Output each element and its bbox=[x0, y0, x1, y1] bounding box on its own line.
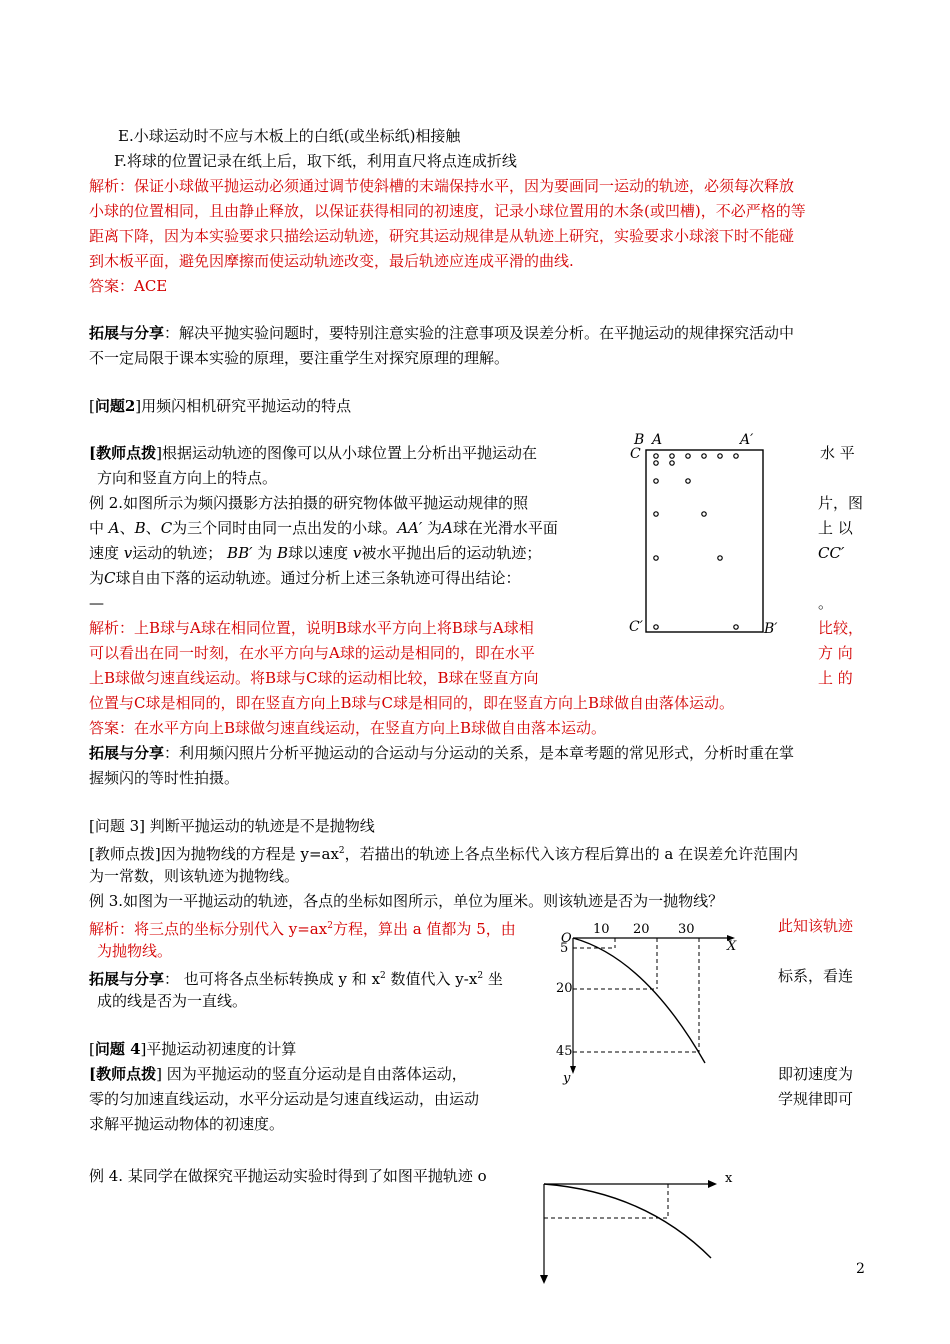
x-tick-20: 20 bbox=[633, 922, 650, 937]
ball-a bbox=[670, 454, 674, 458]
extension-label: 拓展与分享 bbox=[89, 970, 165, 988]
x-tick-10: 10 bbox=[593, 922, 610, 937]
teacher-tip-4-line-1: [教师点拨] 因为平抛运动的竖直分运动是自由落体运动， bbox=[89, 1065, 467, 1083]
example-4: 例 4. 某同学在做探究平抛运动实验时得到了如图平抛轨迹 o bbox=[89, 1167, 487, 1185]
solution-2-line-4: 位置与C球是相同的，即在竖直方向上B球与C球是相同的，即在竖直方向上B球做自由落体运动。 bbox=[89, 694, 735, 712]
teacher-tip-2-line-2: 方向和竖直方向上的特点。 bbox=[97, 469, 278, 487]
ball-b bbox=[686, 479, 690, 483]
solution-3-line-2: 为抛物线。 bbox=[97, 942, 173, 960]
solution-1-line-3: 距离下降，因为本实验要求只描绘运动轨迹，研究其运动规律是从轨迹上研究，实验要求小球滚下时不能碰 bbox=[89, 227, 795, 245]
ball-c bbox=[654, 512, 658, 516]
teacher-tip-4-line-2: 零的匀加速直线运动，水平分运动是匀速直线运动，由运动 bbox=[89, 1090, 480, 1108]
ball-c bbox=[654, 625, 658, 629]
extension-label: 拓展与分享 bbox=[89, 324, 165, 342]
extension-label: 拓展与分享 bbox=[89, 744, 165, 762]
solution-2-line-3: 上B球做匀速直线运动。将B球与C球的运动相比较，B球在竖直方向 bbox=[89, 669, 539, 687]
teacher-tip-4-right-2: 学规律即可 bbox=[778, 1090, 854, 1108]
ball-a bbox=[654, 454, 658, 458]
trajectory-curve bbox=[544, 1184, 711, 1258]
y-tick-20: 20 bbox=[556, 981, 573, 996]
extension-1-line-1 bbox=[89, 322, 794, 344]
example-2-right-5: 。 bbox=[818, 594, 834, 612]
answer-1: 答案：ACE bbox=[89, 277, 168, 295]
ball-a bbox=[686, 454, 690, 458]
extension-2-line-2: 握频闪的等时性拍摄。 bbox=[89, 769, 240, 787]
label-a: A bbox=[652, 432, 663, 448]
label-c: C bbox=[630, 446, 641, 462]
teacher-tip-4-line-3: 求解平抛运动物体的初速度。 bbox=[89, 1115, 285, 1133]
extension-3-right: 标系，看连 bbox=[778, 967, 854, 985]
ball-marks bbox=[654, 454, 738, 629]
question-4-heading: [问题 4]平抛运动初速度的计算 bbox=[89, 1040, 297, 1058]
label-c-prime: C′ bbox=[629, 619, 643, 635]
teacher-tip-3-line-1: [教师点拨]因为抛物线的方程是 $y=ax^2$，若描出的轨迹上各点坐标代入该方程后算出的 a 在误差允许范围内 bbox=[89, 845, 799, 863]
ball-c bbox=[654, 479, 658, 483]
ball-a bbox=[718, 454, 722, 458]
teacher-tip-label: [教师点拨 bbox=[89, 1065, 157, 1083]
question-label: 问题2 bbox=[94, 397, 136, 415]
option-f: F.将球的位置记录在纸上后，取下纸，利用直尺将点连成折线 bbox=[114, 152, 517, 170]
x-axis-label: X bbox=[727, 939, 737, 954]
ball-c bbox=[654, 556, 658, 560]
example-2-line-1: 例 2.如图所示为频闪摄影方法拍摄的研究物体做平抛运动规律的照 bbox=[89, 494, 529, 512]
extension-3-line-1: 拓展与分享： 也可将各点坐标转换成 y 和 $x^2$ 数值代入 $y-x^2$ 坐 bbox=[89, 970, 503, 988]
trajectory-figure-3 bbox=[555, 918, 765, 1088]
y-axis-label: y bbox=[563, 1071, 571, 1086]
origin-label: O bbox=[561, 931, 572, 946]
y-axis-arrow bbox=[540, 1275, 548, 1284]
option-e: E.小球运动时不应与木板上的白纸(或坐标纸)相接触 bbox=[118, 127, 461, 145]
example-2-line-2: 中 A、B、C为三个同时由同一点出发的小球。AA′ 为A球在光滑水平面 bbox=[89, 519, 558, 537]
label-a-prime: A′ bbox=[740, 432, 754, 448]
x-axis-label: x bbox=[725, 1171, 733, 1186]
x-axis-arrow bbox=[708, 1180, 717, 1188]
example-2-right-2: 上 以 bbox=[818, 519, 853, 537]
strobe-figure bbox=[625, 428, 778, 638]
y-axis-arrow bbox=[570, 1066, 576, 1074]
solution-1-line-4: 到木板平面，避免因摩擦而使运动轨迹改变，最后轨迹应连成平滑的曲线. bbox=[89, 252, 574, 270]
guide-lines bbox=[573, 938, 699, 1052]
y-tick-5: 5 bbox=[560, 941, 569, 956]
example-3: 例 3.如图为一平抛运动的轨迹，各点的坐标如图所示，单位为厘米。则该轨迹是否为一抛物线？ bbox=[89, 892, 724, 910]
example-2-line-3: 速度 v运动的轨迹； BB′ 为 B球以速度 v被水平抛出后的运动轨迹； bbox=[89, 544, 542, 562]
extension-3-line-2: 成的线是否为一直线。 bbox=[97, 992, 248, 1010]
teacher-tip-4-right-1: 即初速度为 bbox=[778, 1065, 854, 1083]
label-b-prime: B′ bbox=[764, 621, 778, 637]
solution-1-line-1: 解析：保证小球做平抛运动必须通过调节使斜槽的末端保持水平，因为要画同一运动的轨迹，必须每次释放 bbox=[89, 177, 795, 195]
example-2-right-1: 片，图 bbox=[818, 494, 864, 512]
answer-2: 答案：在水平方向上B球做匀速直线运动，在竖直方向上B球做自由落本运动。 bbox=[89, 719, 607, 737]
ball-b bbox=[718, 556, 722, 560]
ball-b bbox=[702, 512, 706, 516]
x-tick-30: 30 bbox=[678, 922, 695, 937]
ball-a bbox=[734, 454, 738, 458]
solution-2-right-3: 上 的 bbox=[818, 669, 853, 687]
trajectory-curve bbox=[573, 938, 705, 1063]
solution-2-right-2: 方 向 bbox=[818, 644, 853, 662]
y-tick-45: 45 bbox=[556, 1044, 573, 1059]
page-number: 2 bbox=[856, 1261, 865, 1277]
solution-3-line-1: 解析：将三点的坐标分别代入 $y=ax^2$方程，算出 a 值都为 5，由 bbox=[89, 920, 516, 938]
question-2-heading: [问题2]用频闪相机研究平抛运动的特点 bbox=[89, 397, 352, 415]
teacher-tip-3-line-2: 为一常数，则该轨迹为抛物线。 bbox=[89, 867, 300, 885]
extension-2-line-1: 拓展与分享：利用频闪照片分析平抛运动的合运动与分运动的关系，是本章考题的常见形式，分析时重在掌 bbox=[89, 744, 795, 762]
example-2-blank: — bbox=[89, 594, 104, 612]
ball-c bbox=[654, 461, 658, 465]
example-2-right-3: CC′ bbox=[818, 544, 845, 562]
teacher-tip-2-right: 水 平 bbox=[820, 444, 855, 462]
solution-3-right: 此知该轨迹 bbox=[778, 917, 854, 935]
trajectory-figure-4 bbox=[535, 1160, 755, 1295]
question-3-heading: [问题 3] 判断平抛运动的轨迹是不是抛物线 bbox=[89, 817, 375, 835]
question-label: 问题 4 bbox=[94, 1040, 141, 1058]
extension-1-line-2: 不一定局限于课本实验的原理，要注重学生对探究原理的理解。 bbox=[89, 349, 510, 367]
example-2-line-4: 为C球自由下落的运动轨迹。通过分析上述三条轨迹可得出结论： bbox=[89, 569, 521, 587]
solution-2-line-2: 可以看出在同一时刻，在水平方向与A球的运动是相同的，即在水平 bbox=[89, 644, 535, 662]
ball-a bbox=[702, 454, 706, 458]
teacher-tip-label: [教师点拨 bbox=[89, 444, 157, 462]
solution-1-line-2: 小球的位置相同，且由静止释放，以保证获得相同的初速度，记录小球位置用的木条(或凹槽)，不必严格的等 bbox=[89, 202, 806, 220]
label-b: B bbox=[634, 432, 645, 448]
solution-2-right-1: 比较， bbox=[818, 619, 864, 637]
photo-frame bbox=[646, 450, 763, 632]
extension-text: ：解决平抛实验问题时，要特别注意实验的注意事项及误差分析。在平抛运动的规律探究活动中 bbox=[164, 324, 795, 342]
ball-b bbox=[670, 461, 674, 465]
teacher-tip-2-line-1: [教师点拨]根据运动轨迹的图像可以从小球位置上分析出平抛运动在 bbox=[89, 444, 537, 462]
ball-b bbox=[734, 625, 738, 629]
solution-2-line-1: 解析：上B球与A球在相同位置，说明B球水平方向上将B球与A球相 bbox=[89, 619, 534, 637]
